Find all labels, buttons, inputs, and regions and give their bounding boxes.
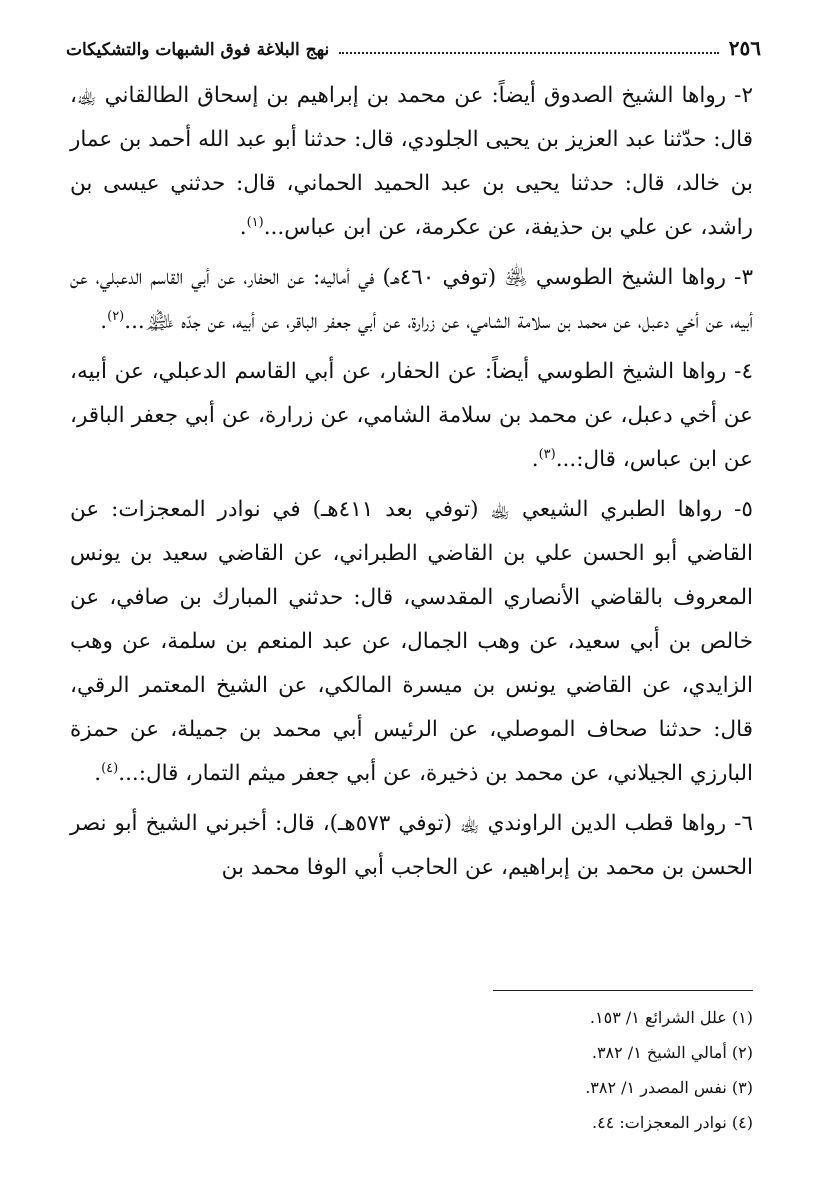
- paragraph-5: [70, 488, 753, 796]
- footnote-3: (٣) نفس المصدر ١/ ٣٨٢.: [585, 1078, 753, 1097]
- footnote-2: (٢) أمالي الشيخ ١/ ٣٨٢.: [591, 1043, 753, 1062]
- main-text: [70, 74, 753, 896]
- paragraph-6: [70, 802, 753, 890]
- paragraph-3: [70, 256, 753, 344]
- header-dot-leader: [339, 52, 719, 54]
- paragraph-end: .: [531, 447, 539, 472]
- footnote-1: (١) علل الشرائع ١/ ١٥٣.: [589, 1008, 753, 1027]
- running-header: [66, 24, 761, 60]
- footnote-ref[interactable]: (٢): [107, 308, 125, 324]
- paragraph-text: ٥- رواها الطبري الشيعي ﵀ (توفي بعد ٤١١هـ) في نوادر المعجزات: عن القاضي أبو الحسن علي بن القاضي الطبراني، عن القاضي سعيد بن يونس المعروف بالقاضي الأنصاري المقدسي، قال: حدثني المبارك بن صافي، عن خالص بن أبي سعيد، عن وهب الجمال، عن عبد المنعم بن سلمة، عن وهب الزايدي، عن القاضي يونس بن ميسرة المالكي، عن الشيخ المعتمر الرقي، قال: حدثنا صحاف الموصلي، عن الرئيس أبي محمد بن جميلة، عن حمزة البارزي الجيلاني، عن محمد بن ذخيرة، عن أبي جعفر ميثم التمار، قال:...: [70, 497, 753, 786]
- paragraph-2: [70, 74, 753, 250]
- footnote-ref[interactable]: (٣): [538, 446, 556, 462]
- footnote-ref[interactable]: (١): [246, 214, 264, 230]
- paragraph-4: [70, 350, 753, 482]
- footnote-4: (٤) نوادر المعجزات: ٤٤.: [592, 1113, 753, 1132]
- paragraph-text: ٣- رواها الشيخ الطوسي ﵁ (توفي ٤٦٠هـ) في أماليه: عن الحفار، عن أبي القاسم الدعبلي، عن أبيه، عن أخي دعبل، عن محمد بن سلامة الشامي، عن زرارة، عن أبي جعفر الباقر، عن أبيه، عن جدّه ﵈...: [70, 265, 753, 334]
- paragraph-text: ٦- رواها قطب الدين الراوندي ﵀ (توفي ٥٧٣هـ)، قال: أخبرني الشيخ أبو نصر الحسن بن محمد بن إبراهيم، عن الحاجب أبي الوفا محمد بن: [70, 811, 753, 880]
- paragraph-end: .: [239, 215, 247, 240]
- running-title: نهج البلاغة فوق الشبهات والتشكيكات: [66, 40, 330, 60]
- footnotes: [253, 1000, 753, 1140]
- footnote-ref[interactable]: (٤): [101, 760, 119, 776]
- paragraph-text: ٢- رواها الشيخ الصدوق أيضاً: عن محمد بن إبراهيم بن إسحاق الطالقاني ﵀، قال: حدّثنا عبد العزيز بن يحيى الجلودي، قال: حدثنا أبو عبد الله أحمد بن عمار بن خالد، قال: حدثنا يحيى بن عبد الحميد الحماني، قال: حدثني عيسى بن راشد، عن علي بن حذيفة، عن عكرمة، عن ابن عباس...: [70, 83, 753, 240]
- footnote-separator: [493, 990, 753, 991]
- paragraph-text: ٤- رواها الشيخ الطوسي أيضاً: عن الحفار، عن أبي القاسم الدعبلي، عن أبيه، عن أخي دعبل، عن محمد بن سلامة الشامي، عن زرارة، عن أبي جعفر الباقر، عن ابن عباس، قال:...: [70, 359, 753, 472]
- paragraph-end: .: [100, 309, 108, 334]
- paragraph-end: .: [94, 761, 102, 786]
- page-number: ٢٥٦: [728, 36, 761, 60]
